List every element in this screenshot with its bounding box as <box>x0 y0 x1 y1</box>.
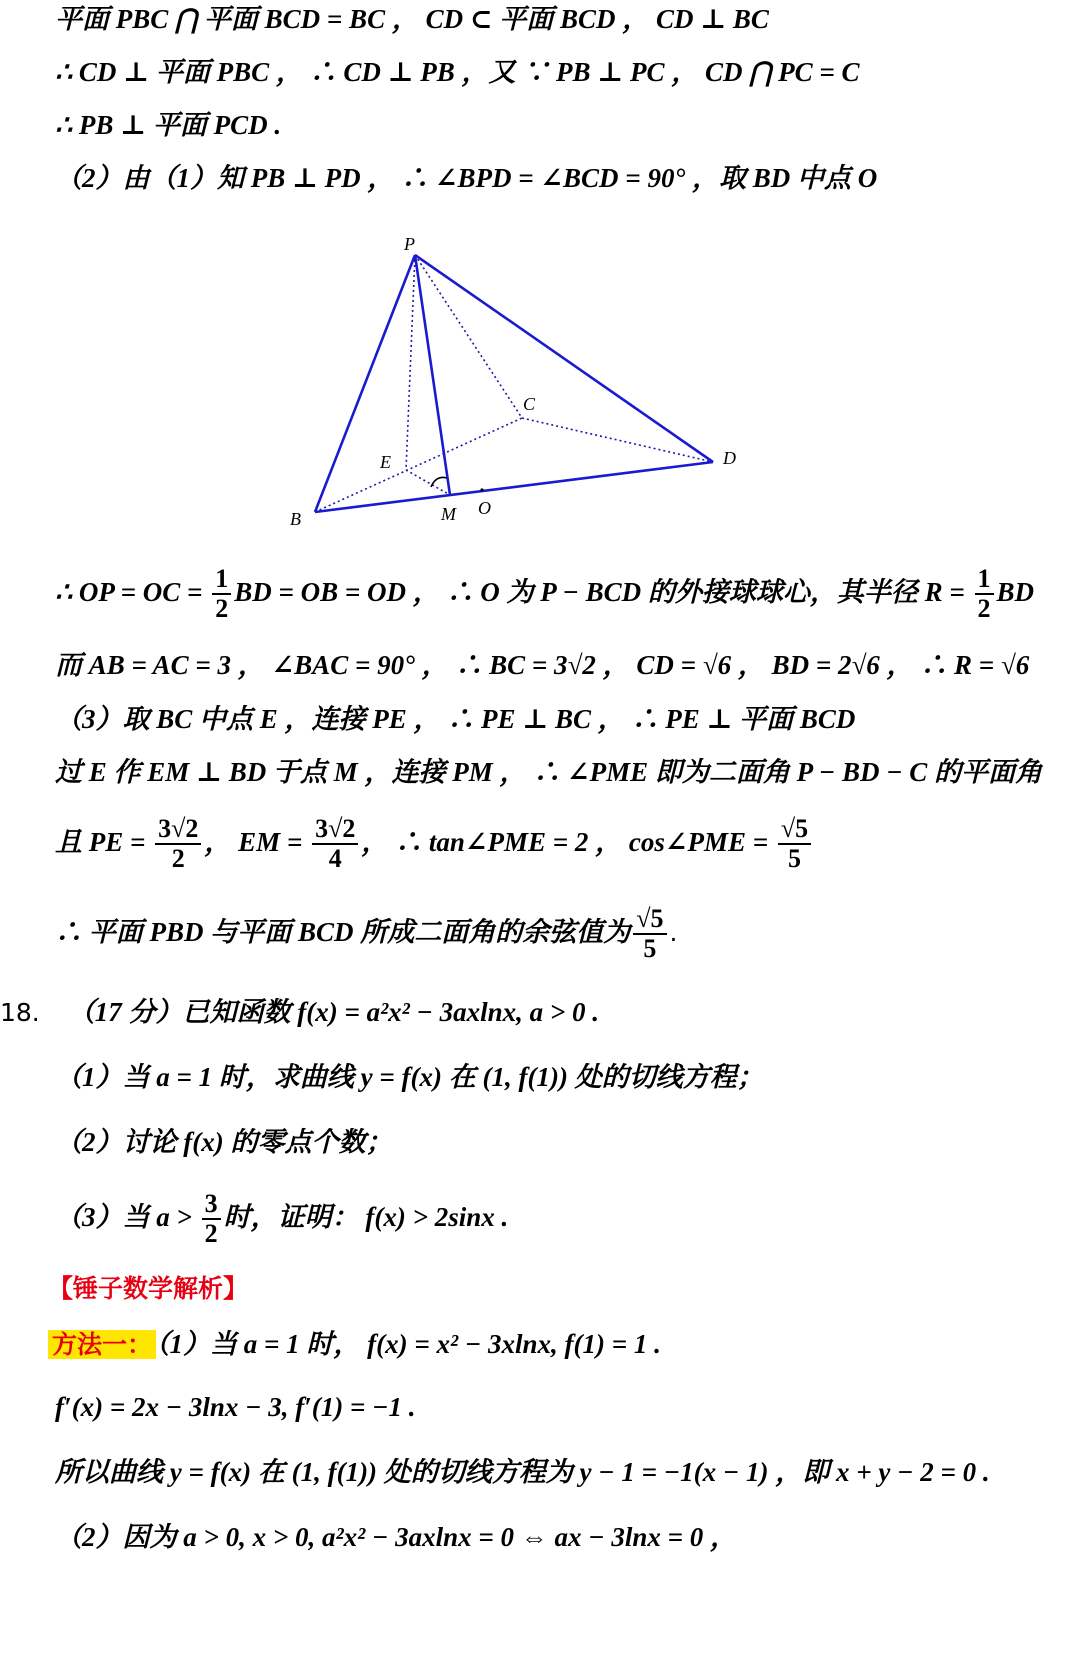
proof-line-7: （3）取 BC 中点 E ，连接 PE ， ∴ PE ⊥ BC ， ∴ PE ⊥ 平面 BCD <box>55 704 856 734</box>
solution-line-3: 所以曲线 y = f(x) 在 (1, f(1)) 处的切线方程为 y − 1 = −1(x − 1) ，即 x + y − 2 = 0 . <box>55 1457 990 1487</box>
question-18-stem: 18. （17 分）已知函数 f(x) = a²x² − 3axlnx, a > 0 . <box>0 997 600 1027</box>
question-18-sub2: （2）讨论 f(x) 的零点个数； <box>55 1127 393 1157</box>
fraction: $\frac{√5}{5}$ <box>778 815 811 873</box>
edge-PM <box>415 255 450 495</box>
proof-line-10: ∴ 平面 PBD 与平面 BCD 所成二面角的余弦值为 $\frac{√5}{5}$ . <box>55 904 678 963</box>
fraction: $\frac{3√2}{4}$ <box>312 815 358 873</box>
proof-line-8: 过 E 作 EM ⊥ BD 于点 M ，连接 PM ， ∴ ∠PME 即为二面角 P − BD − C 的平面角 <box>55 757 1043 787</box>
label-D: D <box>723 448 736 468</box>
question-18-sub3: （3）当 a > $\frac{3}{2}$ 时，证明： f(x) > 2sinx . <box>55 1189 509 1248</box>
proof-line-9: 且 PE = $\frac{3√2}{2}$ ， EM = $\frac{3√2}{4}$ ， ∴ tan∠PME = 2 ， cos∠PME = $\frac{√5}{5}$ <box>55 815 814 873</box>
edge-PB <box>315 255 415 512</box>
label-C: C <box>523 394 536 414</box>
solution-line-4: （2）因为 a > 0, x > 0, a²x² − 3axlnx = 0 ⇔ ax − 3lnx = 0 ， <box>55 1522 737 1552</box>
fraction: $\frac{√5}{5}$ <box>633 905 666 963</box>
question-number: 18. <box>0 998 40 1027</box>
proof-line-4: （2）由（1）知 PB ⊥ PD ， ∴ ∠BPD = ∠BCD = 90° ，取 BD 中点 O <box>55 163 878 193</box>
edge-PD <box>415 255 713 462</box>
tetrahedron-figure <box>0 0 1080 560</box>
edge-PE <box>406 255 415 470</box>
proof-line-3: ∴ PB ⊥ 平面 PCD . <box>55 110 282 140</box>
label-B: B <box>290 509 301 529</box>
label-O: O <box>478 498 491 518</box>
edge-EM <box>406 470 450 495</box>
proof-line-5: ∴ OP = OC = $\frac{1}{2}$ BD = OB = OD ， ∴ O 为 P − BCD 的外接球球心，其半径 R = $\frac{1}{2}$ BD <box>55 564 1035 623</box>
solution-line-1: 方法一： （1）当 a = 1 时， f(x) = x² − 3xlnx, f(1) = 1 . <box>48 1327 661 1362</box>
label-E: E <box>380 452 391 472</box>
fraction: $\frac{3}{2}$ <box>202 1190 221 1248</box>
proof-line-2: ∴ CD ⊥ 平面 PBC ， ∴ CD ⊥ PB ，又 ∵ PB ⊥ PC ， CD ⋂ PC = C <box>55 57 860 87</box>
edge-CD <box>522 418 713 462</box>
point-O <box>480 488 483 491</box>
question-18-sub1: （1）当 a = 1 时，求曲线 y = f(x) 在 (1, f(1)) 处的切线方程； <box>55 1062 764 1092</box>
edge-PC <box>415 255 522 418</box>
solution-line-2: f′(x) = 2x − 3lnx − 3, f′(1) = −1 . <box>55 1392 416 1422</box>
edge-BD <box>315 462 713 512</box>
label-M: M <box>441 504 456 524</box>
fraction: $\frac{1}{2}$ <box>975 565 994 623</box>
proof-line-6: 而 AB = AC = 3 ， ∠BAC = 90° ， ∴ BC = 3√2 ， CD = √6 ， BD = 2√6 ， ∴ R = √6 <box>55 650 1030 680</box>
label-P: P <box>404 234 415 254</box>
proof-line-1: 平面 PBC ⋂ 平面 BCD = BC ， CD ⊂ 平面 BCD ， CD ⊥ BC <box>55 4 769 34</box>
fraction: $\frac{1}{2}$ <box>212 565 231 623</box>
fraction: $\frac{3√2}{2}$ <box>155 815 201 873</box>
solution-header: 【锤子数学解析】 <box>48 1274 249 1303</box>
method-tag: 方法一： <box>48 1330 156 1359</box>
